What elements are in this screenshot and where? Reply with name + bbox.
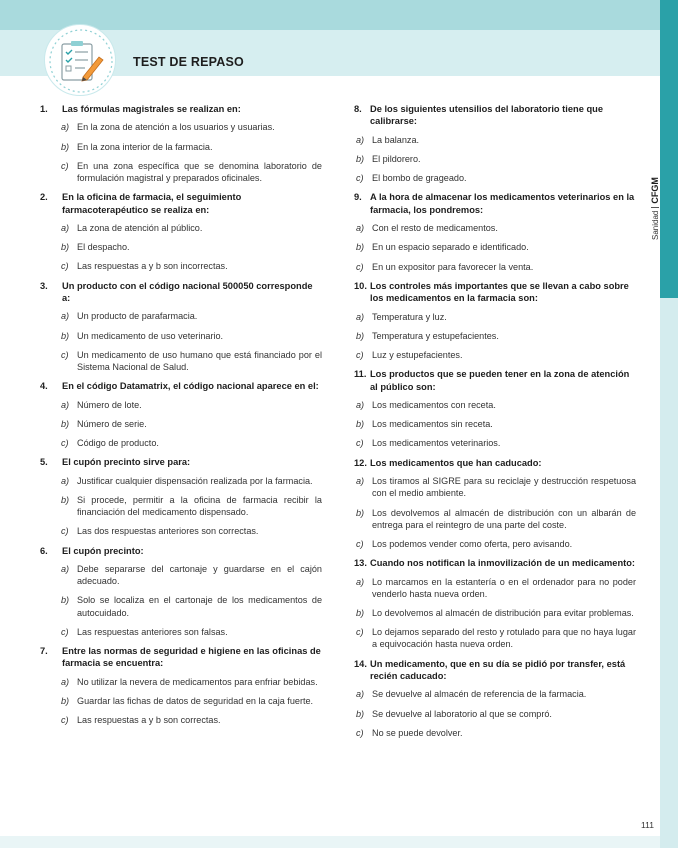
option-text: Los medicamentos veterinarios. bbox=[372, 438, 501, 449]
option-letter: a) bbox=[61, 223, 70, 234]
question-number: 8. bbox=[354, 104, 362, 114]
answer-option bbox=[40, 676, 322, 688]
option-letter: b) bbox=[61, 330, 70, 341]
question-text bbox=[354, 457, 636, 469]
answer-option bbox=[40, 241, 322, 253]
right-question-column bbox=[354, 103, 636, 746]
question bbox=[354, 557, 636, 650]
option-text: Justificar cualquier dispensación realizada por la farmacia. bbox=[77, 475, 313, 486]
answer-option bbox=[40, 494, 322, 518]
question-number: 4. bbox=[40, 381, 48, 392]
question bbox=[354, 457, 636, 550]
option-letter: c) bbox=[61, 626, 69, 637]
option-letter: a) bbox=[356, 400, 365, 411]
question-text bbox=[354, 191, 636, 216]
option-letter: c) bbox=[356, 173, 364, 184]
answer-option bbox=[354, 576, 636, 600]
option-text: Las respuestas anteriores son falsas. bbox=[77, 626, 228, 637]
question-number: 12. bbox=[354, 457, 367, 468]
answer-option bbox=[354, 261, 636, 273]
question bbox=[40, 280, 322, 374]
option-letter: b) bbox=[61, 141, 70, 152]
option-text: Si procede, permitir a la oficina de farmacia recibir la financiación del medicamento dispensado. bbox=[77, 494, 322, 518]
question-label: El cupón precinto: bbox=[62, 545, 144, 556]
option-text: Temperatura y estupefacientes. bbox=[372, 330, 499, 341]
option-text: Las respuestas a y b son incorrectas. bbox=[77, 261, 228, 272]
question-text bbox=[354, 103, 636, 128]
option-text: Lo devolvemos al almacén de distribución para evitar problemas. bbox=[372, 607, 634, 618]
option-letter: c) bbox=[61, 261, 69, 272]
question bbox=[354, 368, 636, 449]
option-text: Se devuelve al laboratorio al que se compró. bbox=[372, 708, 552, 719]
question bbox=[354, 103, 636, 184]
answer-option bbox=[354, 688, 636, 700]
answer-option bbox=[40, 310, 322, 322]
option-letter: c) bbox=[356, 727, 364, 738]
option-text: Un medicamento de uso veterinario. bbox=[77, 330, 224, 341]
side-section-label bbox=[650, 177, 664, 242]
answer-option bbox=[40, 695, 322, 707]
option-text: Solo se localiza en el cartonaje de los medicamentos de autocuidado. bbox=[77, 595, 322, 618]
question-number: 13. bbox=[354, 558, 367, 569]
answer-option bbox=[40, 399, 322, 411]
answer-option bbox=[354, 418, 636, 430]
question-label: Los medicamentos que han caducado: bbox=[370, 457, 542, 468]
question-label: Los productos que se pueden tener en la zona de atención al público son: bbox=[370, 369, 630, 392]
answer-option bbox=[354, 241, 636, 253]
option-letter: b) bbox=[356, 419, 365, 430]
option-letter: c) bbox=[61, 160, 69, 171]
option-text: Los devolvemos al almacén de distribución con un albarán de entrega para el reintegro de una parte del coste. bbox=[372, 507, 636, 530]
question-number: 14. bbox=[354, 658, 367, 669]
option-letter: c) bbox=[61, 438, 69, 449]
option-letter: a) bbox=[61, 399, 70, 410]
question-label: Las fórmulas magistrales se realizan en: bbox=[62, 104, 241, 114]
answer-option bbox=[354, 626, 636, 650]
option-text: La balanza. bbox=[372, 134, 420, 145]
option-text: En la zona de atención a los usuarios y usuarias. bbox=[77, 122, 275, 133]
question-text bbox=[40, 645, 322, 670]
option-letter: a) bbox=[356, 689, 365, 700]
question-number: 6. bbox=[40, 545, 48, 556]
option-text: Debe separarse del cartonaje y guardarse en el cajón adecuado. bbox=[77, 563, 322, 587]
question-text bbox=[40, 280, 322, 305]
option-letter: c) bbox=[356, 261, 364, 272]
option-text: Número de lote. bbox=[77, 399, 142, 410]
option-text: Con el resto de medicamentos. bbox=[372, 223, 498, 234]
question-label: Un medicamento, que en su día se pidió por transfer, está recién caducado: bbox=[370, 658, 626, 681]
option-text: En una zona específica que se denomina laboratorio de formulación magistral y preparados oficinales. bbox=[77, 160, 322, 184]
bottom-strip bbox=[0, 836, 660, 848]
option-text: Las dos respuestas anteriores son correctas. bbox=[77, 526, 259, 537]
option-text: No utilizar la nevera de medicamentos para enfriar bebidas. bbox=[77, 676, 318, 687]
page-number: 111 bbox=[641, 820, 654, 830]
answer-option bbox=[354, 134, 636, 146]
question-label: Entre las normas de seguridad e higiene en las oficinas de farmacia se encuentra: bbox=[62, 645, 321, 669]
answer-option bbox=[40, 626, 322, 638]
side-section-name: Sanidad bbox=[651, 210, 660, 240]
option-letter: b) bbox=[356, 607, 365, 618]
option-letter: c) bbox=[356, 538, 364, 549]
option-letter: b) bbox=[61, 242, 70, 253]
answer-option bbox=[40, 594, 322, 618]
answer-option bbox=[354, 708, 636, 720]
option-letter: c) bbox=[356, 350, 364, 361]
option-text: La zona de atención al público. bbox=[77, 223, 203, 234]
question-label: Un producto con el código nacional 500050 corresponde a: bbox=[62, 280, 313, 304]
question-number: 3. bbox=[40, 280, 48, 291]
option-letter: b) bbox=[356, 242, 365, 253]
answer-option bbox=[40, 160, 322, 184]
answer-option bbox=[40, 222, 322, 234]
side-program-name: CFGM bbox=[650, 177, 660, 204]
answer-option bbox=[40, 525, 322, 537]
question-label: El cupón precinto sirve para: bbox=[62, 457, 191, 468]
option-text: Un producto de parafarmacia. bbox=[77, 311, 198, 322]
option-letter: a) bbox=[61, 475, 70, 486]
question-label: En la oficina de farmacia, el seguimiento farmacoterapéutico se realiza en: bbox=[62, 192, 242, 215]
option-letter: c) bbox=[356, 627, 364, 638]
answer-option bbox=[354, 475, 636, 499]
option-text: En un expositor para favorecer la venta. bbox=[372, 261, 534, 272]
question bbox=[40, 380, 322, 449]
option-text: Las respuestas a y b son correctas. bbox=[77, 715, 221, 726]
option-text: Número de serie. bbox=[77, 418, 147, 429]
answer-option bbox=[40, 141, 322, 153]
option-letter: b) bbox=[61, 695, 70, 706]
question-label: A la hora de almacenar los medicamentos veterinarios en la farmacia, los pondremos: bbox=[370, 192, 635, 215]
question-label: De los siguientes utensilios del laboratorio tiene que calibrarse: bbox=[370, 104, 603, 127]
option-letter: b) bbox=[61, 418, 70, 429]
option-letter: a) bbox=[356, 476, 365, 487]
option-letter: a) bbox=[61, 676, 70, 687]
question-label: Cuando nos notifican la inmovilización de un medicamento: bbox=[370, 558, 635, 569]
option-text: Código de producto. bbox=[77, 438, 159, 449]
answer-option bbox=[40, 437, 322, 449]
option-text: El bombo de grageado. bbox=[372, 173, 467, 184]
question-text bbox=[354, 658, 636, 683]
answer-option bbox=[354, 349, 636, 361]
question bbox=[354, 280, 636, 361]
question-number: 9. bbox=[354, 192, 362, 203]
option-text: No se puede devolver. bbox=[372, 727, 463, 738]
option-letter: a) bbox=[61, 311, 70, 322]
option-letter: c) bbox=[61, 349, 69, 360]
option-text: Un medicamento de uso humano que está financiado por el Sistema Nacional de Salud. bbox=[77, 349, 322, 373]
answer-option bbox=[40, 563, 322, 587]
answer-option bbox=[40, 714, 322, 726]
option-letter: b) bbox=[356, 154, 365, 165]
answer-option bbox=[354, 538, 636, 550]
option-text: Los medicamentos sin receta. bbox=[372, 419, 493, 430]
question-text bbox=[354, 557, 636, 569]
answer-option bbox=[354, 330, 636, 342]
option-text: En un espacio separado e identificado. bbox=[372, 242, 529, 253]
answer-option bbox=[40, 475, 322, 487]
option-text: Los medicamentos con receta. bbox=[372, 400, 496, 411]
question bbox=[354, 191, 636, 272]
question-text bbox=[40, 103, 322, 115]
option-letter: c) bbox=[61, 526, 69, 537]
answer-option bbox=[354, 222, 636, 234]
question-number: 5. bbox=[40, 457, 48, 468]
question-number: 2. bbox=[40, 192, 48, 203]
question-number: 11. bbox=[354, 369, 367, 380]
answer-option bbox=[354, 607, 636, 619]
option-letter: a) bbox=[61, 122, 70, 133]
option-letter: c) bbox=[356, 438, 364, 449]
question-number: 10. bbox=[354, 280, 367, 291]
question bbox=[40, 645, 322, 726]
option-letter: a) bbox=[356, 223, 365, 234]
option-text: Los tiramos al SIGRE para su reciclaje y destrucción respetuosa con el medio ambiente. bbox=[372, 476, 636, 499]
answer-option bbox=[40, 330, 322, 342]
answer-option bbox=[354, 437, 636, 449]
option-letter: b) bbox=[356, 330, 365, 341]
option-text: Temperatura y luz. bbox=[372, 311, 447, 322]
option-letter: b) bbox=[61, 595, 70, 606]
question-text bbox=[40, 191, 322, 216]
answer-option bbox=[354, 399, 636, 411]
question-text bbox=[40, 456, 322, 468]
question-text bbox=[354, 368, 636, 393]
question-label: Los controles más importantes que se llevan a cabo sobre los medicamentos en la farmacia son: bbox=[370, 280, 629, 304]
answer-option bbox=[354, 311, 636, 323]
question-label: En el código Datamatrix, el código nacional aparece en el: bbox=[62, 381, 319, 392]
option-letter: b) bbox=[356, 708, 365, 719]
option-text: En la zona interior de la farmacia. bbox=[77, 141, 213, 152]
left-question-column bbox=[40, 103, 322, 733]
question-text bbox=[354, 280, 636, 305]
option-letter: a) bbox=[356, 311, 365, 322]
option-text: El despacho. bbox=[77, 242, 130, 253]
option-text: Guardar las fichas de datos de seguridad en la caja fuerte. bbox=[77, 695, 314, 706]
answer-option bbox=[354, 172, 636, 184]
question bbox=[40, 545, 322, 638]
answer-option bbox=[354, 507, 636, 531]
question bbox=[40, 456, 322, 537]
answer-option bbox=[40, 418, 322, 430]
option-text: El pildorero. bbox=[372, 154, 421, 165]
answer-option bbox=[40, 349, 322, 373]
question bbox=[40, 103, 322, 184]
question-number: 7. bbox=[40, 645, 48, 656]
question-number: 1. bbox=[40, 104, 48, 114]
question bbox=[40, 191, 322, 272]
question-text bbox=[40, 380, 322, 392]
answer-option bbox=[354, 727, 636, 739]
option-text: Luz y estupefacientes. bbox=[372, 350, 463, 361]
page-title: TEST DE REPASO bbox=[133, 55, 244, 69]
option-letter: a) bbox=[356, 134, 365, 145]
option-letter: b) bbox=[356, 507, 365, 518]
option-letter: c) bbox=[61, 715, 69, 726]
question bbox=[354, 658, 636, 739]
option-letter: a) bbox=[356, 576, 365, 587]
question-text bbox=[40, 545, 322, 557]
option-text: Los podemos vender como oferta, pero avisando. bbox=[372, 538, 573, 549]
option-text: Se devuelve al almacén de referencia de la farmacia. bbox=[372, 689, 587, 700]
option-text: Lo marcamos en la estantería o en el ordenador para no poder venderlo hasta nueva orden. bbox=[372, 576, 636, 599]
option-text: Lo dejamos separado del resto y rotulado para que no haya lugar a equivocación hasta nueva orden. bbox=[372, 627, 636, 650]
option-letter: a) bbox=[61, 563, 70, 574]
option-letter: b) bbox=[61, 494, 70, 505]
answer-option bbox=[354, 153, 636, 165]
checklist-pencil-icon bbox=[44, 24, 116, 96]
answer-option bbox=[40, 260, 322, 272]
side-bar-accent bbox=[660, 0, 678, 298]
answer-option bbox=[40, 121, 322, 133]
